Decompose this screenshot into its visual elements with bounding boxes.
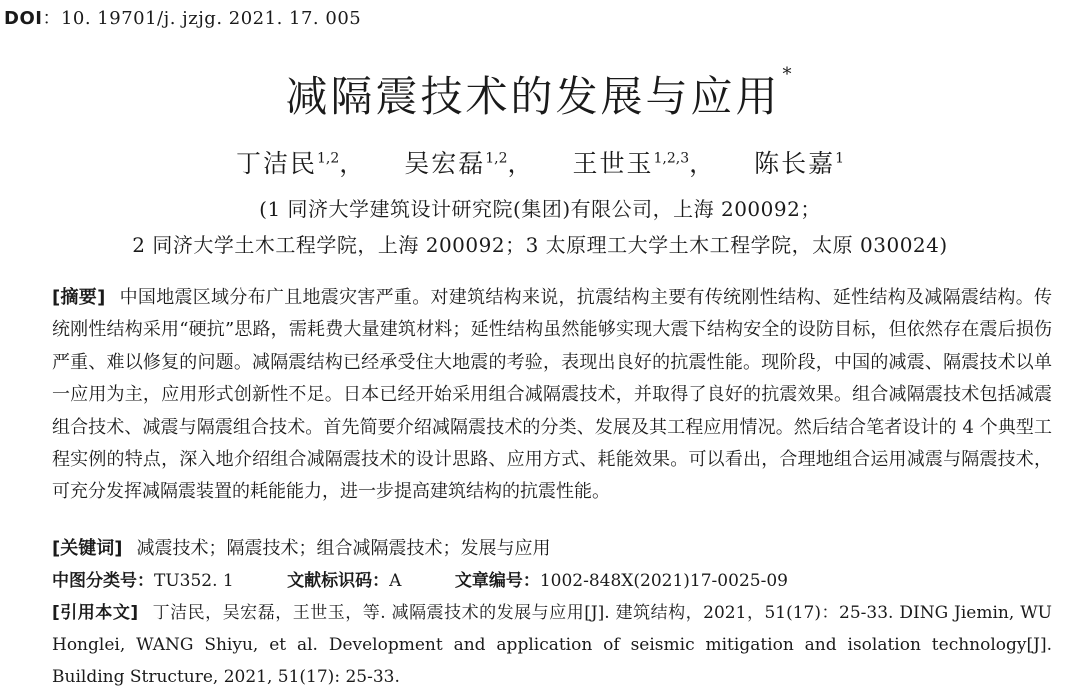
keywords (52, 534, 550, 560)
author-separator: ， (689, 149, 717, 178)
author-name: 王世玉 (572, 149, 654, 178)
affiliation-line-1: (1 同济大学建筑设计研究院(集团)有限公司，上海 200092； (259, 197, 821, 221)
author-affiliation-mark: 1,2,3 (653, 150, 690, 167)
article-number-label: 文章编号： (454, 571, 540, 591)
document-code-label: 文献标识码： (287, 571, 390, 591)
citation-label: [引用本文] (52, 603, 139, 623)
doi-label: DOI (4, 8, 43, 29)
author (572, 144, 716, 180)
abstract-label: [摘要] (52, 287, 106, 308)
author-list (0, 144, 1080, 180)
author-name: 吴宏磊 (404, 149, 486, 178)
author-affiliation-mark: 1,2 (316, 150, 340, 167)
affiliation-line-2: 2 同济大学土木工程学院，上海 200092；3 太原理工大学土木工程学院，太原 030024) (132, 233, 948, 257)
author-separator: ， (507, 149, 535, 178)
doi-value: ：10. 19701/j. jzjg. 2021. 17. 005 (42, 8, 362, 29)
author (236, 144, 366, 180)
author-name: 丁洁民 (235, 149, 317, 178)
document-code-value: A (389, 571, 402, 591)
clc-label: 中图分类号： (52, 571, 154, 591)
author (754, 144, 844, 180)
document-code (287, 566, 401, 591)
paper-title (0, 64, 1080, 124)
citation-text: 丁洁民，吴宏磊，王世玉，等. 减隔震技术的发展与应用[J]. 建筑结构，2021，51(17)：25-33. DING Jiemin, WU Honglei, WANG Shiyu, et al. Development and application of seismic mitigation and isolation technology[J]. Building Structure, 2021, 51(17): 25-33. (52, 603, 1052, 687)
author-affiliation-mark: 1,2 (485, 150, 508, 167)
article-number (455, 566, 788, 591)
title-footnote-mark: * (782, 64, 795, 85)
author-separator: ， (339, 149, 367, 178)
clc-value: TU352. 1 (154, 571, 234, 591)
title-text: 减隔震技术的发展与应用 (285, 72, 781, 121)
doi-line (4, 4, 361, 30)
classification-line (52, 566, 836, 591)
article-number-value: 1002-848X(2021)17-0025-09 (539, 571, 788, 591)
author-affiliation-mark: 1 (835, 150, 845, 167)
keywords-text: 减震技术；隔震技术；组合减隔震技术；发展与应用 (136, 538, 551, 559)
abstract-text: 中国地震区域分布广且地震灾害严重。对建筑结构来说，抗震结构主要有传统刚性结构、延性结构及减隔震结构。传统刚性结构采用“硬抗”思路，需耗费大量建筑材料；延性结构虽然能够实现大震下结构安全的设防目标，但依然存在震后损伤严重、难以修复的问题。减隔震结构已经承受住大地震的考验，表现出良好的抗震性能。现阶段，中国的减震、隔震技术以单一应用为主，应用形式创新性不足。日本已经开始采用组合减隔震技术，并取得了良好的抗震效果。组合减隔震技术包括减震组合技术、减震与隔震组合技术。首先简要介绍减隔震技术的分类、发展及其工程应用情况。然后结合笔者设计的 4 个典型工程实例的特点，深入地介绍组合减隔震技术的设计思路、应用方式、耗能效果。可以看出，合理地组合运用减震与隔震技术，可充分发挥减隔震装置的耗能能力，进一步提高建筑结构的抗震性能。 (52, 287, 1052, 503)
author (404, 144, 534, 180)
author-name: 陈长嘉 (754, 149, 836, 178)
abstract (52, 282, 1052, 542)
clc-number (52, 566, 234, 591)
keywords-label: [关键词] (52, 538, 123, 559)
citation (52, 597, 1052, 689)
